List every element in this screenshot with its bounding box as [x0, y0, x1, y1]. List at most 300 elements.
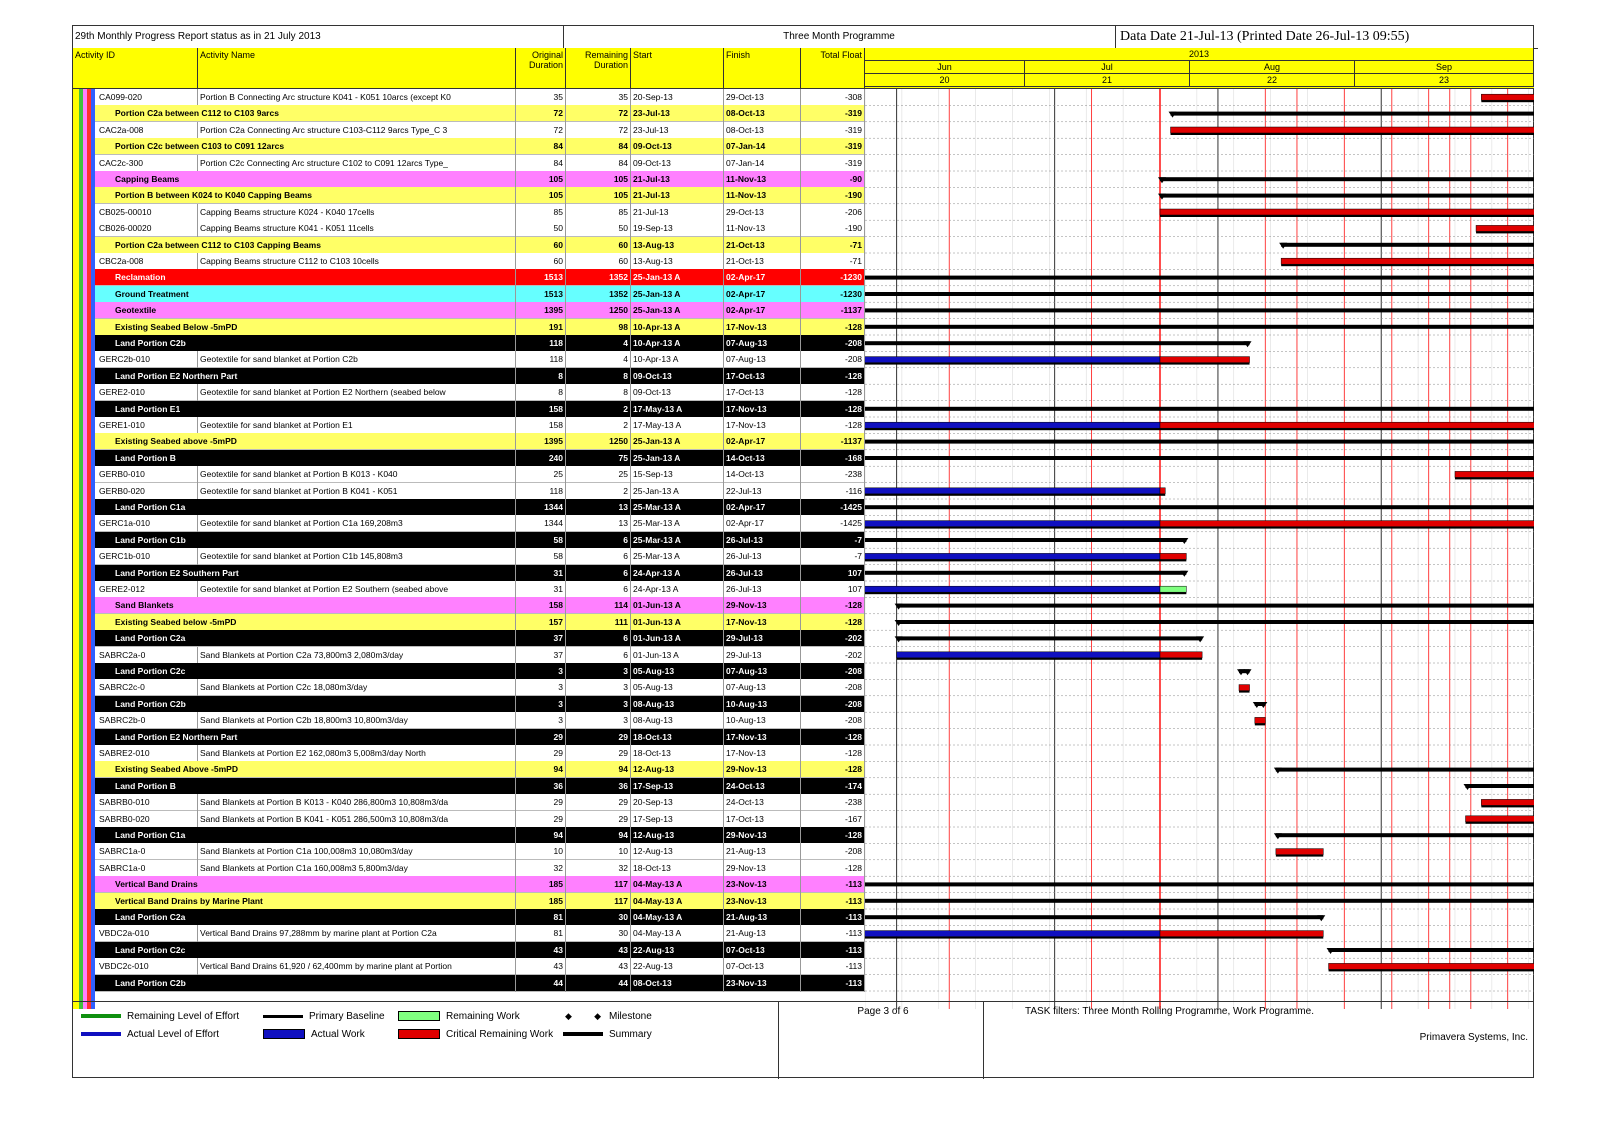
activity-row[interactable] — [73, 745, 865, 762]
activity-row[interactable] — [73, 942, 865, 959]
cell-od: 240 — [516, 450, 566, 467]
cell-tf: -113 — [801, 975, 865, 992]
summary-bar[interactable] — [1160, 194, 1534, 198]
baseline-bar — [1276, 855, 1323, 857]
cell-finish: 07-Aug-13 — [724, 335, 801, 352]
cell-start: 04-May-13 A — [631, 876, 724, 893]
cell-finish: 21-Oct-13 — [724, 237, 801, 254]
activity-row[interactable] — [73, 630, 865, 647]
col-total-float[interactable]: Total Float — [801, 48, 865, 88]
summary-bar[interactable] — [865, 456, 1534, 460]
cell-od: 43 — [516, 958, 566, 975]
cell-rd: 6 — [566, 581, 631, 598]
summary-bar[interactable] — [1466, 784, 1534, 788]
cell-tf: -190 — [801, 187, 865, 204]
cell-rd: 29 — [566, 729, 631, 746]
summary-bar[interactable] — [865, 292, 1534, 296]
cell-od: 32 — [516, 860, 566, 877]
cell-start: 25-Jan-13 A — [631, 286, 724, 303]
cell-start: 13-Aug-13 — [631, 237, 724, 254]
cell-id: SABRC2c-0 — [97, 679, 198, 696]
cell-id: GERE2-012 — [97, 581, 198, 598]
col-remaining-duration[interactable]: Remaining Duration — [566, 48, 631, 88]
critical-remaining-bar[interactable] — [1171, 127, 1534, 133]
cell-start: 17-May-13 A — [631, 401, 724, 418]
cell-start: 25-Jan-13 A — [631, 433, 724, 450]
cell-id: SABRE2-010 — [97, 745, 198, 762]
cell-finish: 08-Oct-13 — [724, 122, 801, 139]
activity-row[interactable] — [73, 614, 865, 631]
cell-finish: 14-Oct-13 — [724, 466, 801, 483]
activity-row[interactable] — [73, 778, 865, 795]
cell-od: 72 — [516, 105, 566, 122]
cell-id: CA099-020 — [97, 89, 198, 106]
cell-start: 18-Oct-13 — [631, 860, 724, 877]
cell-id: SABRB0-020 — [97, 811, 198, 828]
baseline-bar — [1239, 691, 1250, 693]
cell-finish: 10-Aug-13 — [724, 696, 801, 713]
cell-finish: 29-Oct-13 — [724, 89, 801, 106]
critical-remaining-bar[interactable] — [1160, 488, 1165, 494]
activity-row[interactable] — [73, 532, 865, 549]
activity-row[interactable] — [73, 679, 865, 696]
cell-tf: -319 — [801, 122, 865, 139]
activity-row[interactable] — [73, 302, 865, 319]
cell-id: GERC1a-010 — [97, 515, 198, 532]
activity-row[interactable] — [73, 548, 865, 565]
cell-name: Land Portion C1b — [113, 532, 516, 549]
cell-name: Portion C2a between C112 to C103 Capping Beams — [113, 237, 516, 254]
summary-bar[interactable] — [865, 308, 1534, 312]
cell-start: 25-Mar-13 A — [631, 548, 724, 565]
cell-id: GERB0-020 — [97, 483, 198, 500]
col-original-duration[interactable]: Original Duration — [516, 48, 566, 88]
activity-row[interactable] — [73, 401, 865, 418]
cell-name: Capping Beams structure K041 - K051 11cells — [198, 220, 516, 237]
cell-name: Geotextile for sand blanket at Portion E2 Northern (seabed below — [198, 384, 516, 401]
activity-row[interactable] — [73, 171, 865, 188]
cell-tf: -71 — [801, 237, 865, 254]
cell-name: Reclamation — [113, 269, 516, 286]
critical-remaining-bar[interactable] — [1160, 553, 1186, 559]
baseline-bar — [897, 658, 1203, 660]
cell-name: Existing Seabed below -5mPD — [113, 614, 516, 631]
filter-description: TASK filters: Three Month Rolling Programme, Work Programme. — [1025, 1006, 1314, 1017]
activity-row[interactable] — [73, 286, 865, 303]
cell-name: Land Portion C2a — [113, 909, 516, 926]
summary-bar[interactable] — [865, 571, 1186, 575]
activity-row[interactable] — [73, 581, 865, 598]
cell-finish: 07-Oct-13 — [724, 942, 801, 959]
activity-row[interactable] — [73, 827, 865, 844]
cell-od: 36 — [516, 778, 566, 795]
activity-row[interactable] — [73, 958, 865, 975]
timescale-header — [865, 48, 1534, 89]
critical-remaining-bar[interactable] — [1481, 799, 1534, 805]
cell-start: 15-Sep-13 — [631, 466, 724, 483]
cell-od: 60 — [516, 253, 566, 270]
cell-tf: 107 — [801, 565, 865, 582]
activity-row[interactable] — [73, 483, 865, 500]
summary-bar[interactable] — [1276, 833, 1534, 837]
data-date: Data Date 21-Jul-13 (Printed Date 26-Jul-13 09:55) — [1116, 26, 1538, 49]
cell-rd: 72 — [566, 105, 631, 122]
actual-work-bar[interactable] — [865, 521, 1160, 527]
summary-bar[interactable] — [1329, 948, 1534, 952]
cell-finish: 23-Nov-13 — [724, 893, 801, 910]
cell-finish: 22-Jul-13 — [724, 483, 801, 500]
cell-od: 35 — [516, 89, 566, 106]
cell-tf: -7 — [801, 548, 865, 565]
cell-tf: -208 — [801, 351, 865, 368]
critical-remaining-bar[interactable] — [1455, 471, 1534, 477]
cell-od: 1395 — [516, 433, 566, 450]
cell-rd: 4 — [566, 335, 631, 352]
cell-tf: -202 — [801, 647, 865, 664]
cell-od: 58 — [516, 548, 566, 565]
cell-start: 23-Jul-13 — [631, 122, 724, 139]
baseline-bar — [1255, 723, 1266, 725]
activity-row[interactable] — [73, 597, 865, 614]
cell-od: 84 — [516, 138, 566, 155]
cell-tf: -128 — [801, 368, 865, 385]
cell-od: 8 — [516, 368, 566, 385]
summary-bar[interactable] — [1171, 112, 1534, 116]
activity-row[interactable] — [73, 925, 865, 942]
cell-rd: 94 — [566, 827, 631, 844]
cell-rd: 111 — [566, 614, 631, 631]
activity-row[interactable] — [73, 975, 865, 992]
cell-finish: 21-Aug-13 — [724, 843, 801, 860]
cell-finish: 26-Jul-13 — [724, 532, 801, 549]
cell-od: 81 — [516, 909, 566, 926]
cell-finish: 11-Nov-13 — [724, 171, 801, 188]
cell-name: Sand Blankets at Portion C1a 160,008m3 5,800m3/day — [198, 860, 516, 877]
critical-remaining-bar[interactable] — [1160, 652, 1202, 658]
summary-bar[interactable] — [865, 899, 1534, 903]
activity-row[interactable] — [73, 138, 865, 155]
cell-od: 94 — [516, 761, 566, 778]
summary-bar[interactable] — [1276, 768, 1534, 772]
page-number: Page 3 of 6 — [857, 1006, 909, 1017]
critical-remaining-bar[interactable] — [1239, 685, 1250, 691]
summary-bar[interactable] — [865, 538, 1186, 542]
cell-tf: -168 — [801, 450, 865, 467]
cell-start: 08-Aug-13 — [631, 696, 724, 713]
cell-finish: 17-Nov-13 — [724, 729, 801, 746]
activity-row[interactable] — [73, 860, 865, 877]
baseline-bar — [1455, 477, 1534, 479]
cell-name: Land Portion C2b — [113, 335, 516, 352]
cell-start: 01-Jun-13 A — [631, 597, 724, 614]
cell-finish: 29-Nov-13 — [724, 860, 801, 877]
summary-bar[interactable] — [865, 341, 1250, 345]
cell-rd: 72 — [566, 122, 631, 139]
cell-rd: 29 — [566, 745, 631, 762]
critical-remaining-bar[interactable] — [1276, 849, 1323, 855]
timescale-year: 2013 — [865, 48, 1534, 61]
col-start[interactable]: Start — [631, 48, 724, 88]
cell-start: 25-Mar-13 A — [631, 499, 724, 516]
cell-rd: 117 — [566, 893, 631, 910]
activity-row[interactable] — [73, 155, 865, 172]
activity-row[interactable] — [73, 253, 865, 270]
cell-finish: 17-Nov-13 — [724, 614, 801, 631]
timescale-week: 22 — [1190, 74, 1355, 87]
critical-remaining-bar[interactable] — [1160, 521, 1534, 527]
cell-id: CBC2a-008 — [97, 253, 198, 270]
activity-row[interactable] — [73, 499, 865, 516]
actual-work-bar[interactable] — [865, 931, 1160, 937]
cell-name: Land Portion B — [113, 450, 516, 467]
activity-row[interactable] — [73, 565, 865, 582]
critical-remaining-bar[interactable] — [1329, 963, 1534, 969]
activity-row[interactable] — [73, 794, 865, 811]
cell-start: 09-Oct-13 — [631, 155, 724, 172]
activity-row[interactable] — [73, 647, 865, 664]
cell-finish: 23-Nov-13 — [724, 876, 801, 893]
actual-work-bar[interactable] — [865, 553, 1160, 559]
cell-od: 8 — [516, 384, 566, 401]
activity-row[interactable] — [73, 204, 865, 221]
cell-rd: 43 — [566, 942, 631, 959]
critical-remaining-bar[interactable] — [1160, 357, 1250, 363]
cell-name: Sand Blankets at Portion C2c 18,080m3/day — [198, 679, 516, 696]
actual-work-bar[interactable] — [865, 422, 1160, 428]
remaining-work-bar[interactable] — [1160, 586, 1186, 592]
summary-bar[interactable] — [865, 882, 1534, 886]
cell-name: Land Portion C2c — [113, 663, 516, 680]
cell-rd: 43 — [566, 958, 631, 975]
critical-remaining-bar[interactable] — [1481, 94, 1534, 100]
cell-start: 12-Aug-13 — [631, 827, 724, 844]
cell-rd: 35 — [566, 89, 631, 106]
cell-name: Portion C2a between C112 to C103 9arcs — [113, 105, 516, 122]
cell-name: Geotextile for sand blanket at Portion C1a 169,208m3 — [198, 515, 516, 532]
cell-name: Portion C2a Connecting Arc structure C103-C112 9arcs Type_C 3 — [198, 122, 516, 139]
cell-start: 20-Sep-13 — [631, 89, 724, 106]
activity-row[interactable] — [73, 433, 865, 450]
cell-rd: 3 — [566, 696, 631, 713]
cell-od: 1344 — [516, 499, 566, 516]
summary-bar[interactable] — [865, 407, 1534, 411]
cell-tf: -319 — [801, 138, 865, 155]
cell-od: 185 — [516, 876, 566, 893]
baseline-bar — [1466, 822, 1534, 824]
summary-bar[interactable] — [1160, 177, 1534, 181]
activity-row[interactable] — [73, 876, 865, 893]
cell-id: SABRC1a-0 — [97, 843, 198, 860]
cell-finish: 29-Jul-13 — [724, 630, 801, 647]
cell-od: 50 — [516, 220, 566, 237]
activity-row[interactable] — [73, 696, 865, 713]
cell-start: 24-Apr-13 A — [631, 565, 724, 582]
cell-id: CAC2a-008 — [97, 122, 198, 139]
critical-remaining-bar[interactable] — [1466, 816, 1534, 822]
activity-row[interactable] — [73, 909, 865, 926]
cell-od: 29 — [516, 745, 566, 762]
cell-name: Sand Blankets at Portion B K013 - K040 286,800m3 10,808m3/da — [198, 794, 516, 811]
cell-od: 37 — [516, 647, 566, 664]
cell-start: 10-Apr-13 A — [631, 319, 724, 336]
cell-tf: -113 — [801, 942, 865, 959]
cell-name: Sand Blankets at Portion C2b 18,800m3 10,800m3/day — [198, 712, 516, 729]
activity-row[interactable] — [73, 515, 865, 532]
cell-id: GERC2b-010 — [97, 351, 198, 368]
cell-name: Sand Blankets at Portion C2a 73,800m3 2,080m3/day — [198, 647, 516, 664]
legend-actual-work: Actual Work — [263, 1028, 365, 1042]
cell-tf: 107 — [801, 581, 865, 598]
cell-rd: 32 — [566, 860, 631, 877]
cell-id: CAC2c-300 — [97, 155, 198, 172]
cell-tf: -128 — [801, 417, 865, 434]
cell-od: 94 — [516, 827, 566, 844]
activity-row[interactable] — [73, 368, 865, 385]
cell-finish: 10-Aug-13 — [724, 712, 801, 729]
activity-row[interactable] — [73, 843, 865, 860]
critical-remaining-bar[interactable] — [1255, 717, 1266, 723]
timescale-week: 23 — [1355, 74, 1534, 87]
timescale-week: 21 — [1025, 74, 1190, 87]
cell-finish: 17-Nov-13 — [724, 401, 801, 418]
col-activity-name[interactable]: Activity Name — [198, 48, 516, 88]
cell-od: 105 — [516, 171, 566, 188]
activity-row[interactable] — [73, 811, 865, 828]
activity-row[interactable] — [73, 220, 865, 237]
critical-remaining-bar[interactable] — [1160, 209, 1534, 215]
summary-bar[interactable] — [897, 620, 1534, 624]
cell-name: Portion B between K024 to K040 Capping Beams — [113, 187, 516, 204]
activity-row[interactable] — [73, 237, 865, 254]
cell-rd: 117 — [566, 876, 631, 893]
cell-finish: 07-Jan-14 — [724, 138, 801, 155]
summary-bar[interactable] — [897, 636, 1203, 640]
cell-finish: 11-Nov-13 — [724, 187, 801, 204]
cell-od: 60 — [516, 237, 566, 254]
baseline-bar — [865, 363, 1250, 365]
activity-row[interactable] — [73, 450, 865, 467]
activity-row[interactable] — [73, 417, 865, 434]
cell-name: Capping Beams — [113, 171, 516, 188]
baseline-bar — [865, 592, 1186, 594]
wbs-level-stripes — [73, 89, 103, 1009]
summary-bar[interactable] — [865, 440, 1534, 444]
cell-id: GERE1-010 — [97, 417, 198, 434]
cell-finish: 29-Nov-13 — [724, 827, 801, 844]
cell-start: 17-Sep-13 — [631, 811, 724, 828]
activity-row[interactable] — [73, 89, 865, 106]
cell-start: 25-Mar-13 A — [631, 532, 724, 549]
actual-work-bar[interactable] — [865, 488, 1160, 494]
cell-od: 29 — [516, 794, 566, 811]
actual-work-bar[interactable] — [897, 652, 1160, 658]
cell-rd: 10 — [566, 843, 631, 860]
activity-row[interactable] — [73, 729, 865, 746]
critical-remaining-bar[interactable] — [1476, 225, 1534, 231]
cell-finish: 07-Jan-14 — [724, 155, 801, 172]
baseline-bar — [1329, 969, 1534, 971]
cell-tf: -128 — [801, 729, 865, 746]
actual-work-bar[interactable] — [865, 357, 1160, 363]
cell-rd: 6 — [566, 532, 631, 549]
cell-od: 29 — [516, 811, 566, 828]
cell-start: 25-Jan-13 A — [631, 269, 724, 286]
cell-start: 25-Jan-13 A — [631, 302, 724, 319]
summary-bar[interactable] — [865, 276, 1534, 280]
activity-row[interactable] — [73, 466, 865, 483]
cell-finish: 02-Apr-17 — [724, 515, 801, 532]
cell-finish: 24-Oct-13 — [724, 794, 801, 811]
cell-name: Vertical Band Drains 97,288mm by marine plant at Portion C2a — [198, 925, 516, 942]
cell-tf: -113 — [801, 876, 865, 893]
summary-bar[interactable] — [865, 325, 1534, 329]
cell-name: Existing Seabed Below -5mPD — [113, 319, 516, 336]
activity-row[interactable] — [73, 105, 865, 122]
summary-bar[interactable] — [897, 604, 1534, 608]
activity-row[interactable] — [73, 269, 865, 286]
col-finish[interactable]: Finish — [724, 48, 801, 88]
cell-start: 10-Apr-13 A — [631, 335, 724, 352]
summary-bar[interactable] — [1281, 243, 1534, 247]
cell-rd: 60 — [566, 237, 631, 254]
cell-od: 118 — [516, 483, 566, 500]
cell-rd: 13 — [566, 499, 631, 516]
summary-bar[interactable] — [865, 505, 1534, 509]
actual-work-bar[interactable] — [865, 586, 1160, 592]
critical-remaining-bar[interactable] — [1160, 931, 1323, 937]
baseline-bar — [1160, 215, 1534, 217]
activity-row[interactable] — [73, 893, 865, 910]
cell-tf: -1137 — [801, 433, 865, 450]
cell-od: 3 — [516, 696, 566, 713]
baseline-bar — [865, 559, 1186, 561]
activity-row[interactable] — [73, 384, 865, 401]
cell-od: 31 — [516, 565, 566, 582]
col-activity-id[interactable]: Activity ID — [73, 48, 198, 88]
activity-row[interactable] — [73, 319, 865, 336]
cell-tf: -128 — [801, 384, 865, 401]
cell-start: 25-Jan-13 A — [631, 450, 724, 467]
cell-id: CB026-00020 — [97, 220, 198, 237]
cell-rd: 94 — [566, 761, 631, 778]
cell-rd: 6 — [566, 630, 631, 647]
cell-rd: 60 — [566, 253, 631, 270]
activity-row[interactable] — [73, 335, 865, 352]
cell-finish: 23-Nov-13 — [724, 975, 801, 992]
critical-remaining-bar[interactable] — [1160, 422, 1534, 428]
cell-tf: -208 — [801, 335, 865, 352]
activity-row[interactable] — [73, 187, 865, 204]
activity-row[interactable] — [73, 663, 865, 680]
cell-rd: 105 — [566, 187, 631, 204]
cell-rd: 8 — [566, 368, 631, 385]
summary-bar[interactable] — [865, 915, 1323, 919]
cell-od: 85 — [516, 204, 566, 221]
cell-start: 20-Sep-13 — [631, 794, 724, 811]
activity-row[interactable] — [73, 761, 865, 778]
cell-tf: -128 — [801, 860, 865, 877]
cell-name: Land Portion E2 Southern Part — [113, 565, 516, 582]
vendor-credit: Primavera Systems, Inc. — [1419, 1032, 1528, 1043]
activity-row[interactable] — [73, 122, 865, 139]
cell-start: 12-Aug-13 — [631, 843, 724, 860]
activity-row[interactable] — [73, 351, 865, 368]
cell-tf: -113 — [801, 958, 865, 975]
cell-od: 25 — [516, 466, 566, 483]
cell-name: Vertical Band Drains — [113, 876, 516, 893]
activity-row[interactable] — [73, 712, 865, 729]
critical-remaining-bar[interactable] — [1281, 258, 1534, 264]
